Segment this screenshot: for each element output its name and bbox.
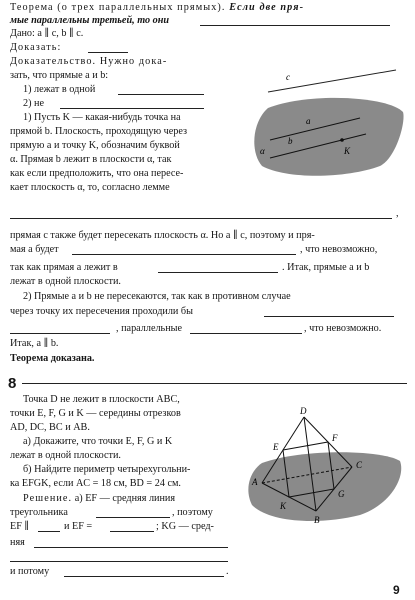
proof-text: мая a будет — [10, 244, 59, 255]
proof-text: через точку их пересечения проходили бы — [10, 306, 193, 317]
theorem-name: Теорема (о трех параллельных прямых). — [10, 2, 226, 13]
proof-text: α. Прямая b лежит в плоскости α, так — [10, 154, 172, 165]
answer-blank[interactable] — [88, 52, 128, 53]
answer-blank[interactable] — [72, 254, 296, 255]
answer-blank[interactable] — [190, 333, 302, 334]
solution-text: а) EF — средняя линия — [72, 493, 176, 504]
label-alpha: α — [260, 146, 265, 156]
proof-line: зать, что прямые a и b: — [10, 70, 109, 81]
solution-text: ; KG — сред- — [156, 521, 214, 532]
theorem-statement-cont: мые параллельны третьей, то они — [10, 15, 170, 26]
proof-text: Итак, a ∥ b. — [10, 338, 59, 349]
exercise-text: Точка D не лежит в плоскости ABC, — [23, 394, 180, 405]
proof-item-1: 1) лежат в одной — [23, 84, 96, 95]
answer-blank[interactable] — [64, 576, 224, 577]
label-a: a — [306, 116, 311, 126]
proof-text: 2) Прямые a и b не пересекаются, так как в противном случае — [23, 291, 291, 302]
proof-text: . Итак, прямые a и b — [282, 262, 370, 273]
plane-abc — [248, 452, 401, 521]
proof-text: , что невозможно, — [300, 244, 378, 255]
theorem-done: Теорема доказана. — [10, 353, 95, 364]
solution-text: EF ∥ — [10, 521, 30, 532]
proof-item-2: 2) не — [23, 98, 45, 109]
proof-text: прямой b. Плоскость, проходящую через — [10, 126, 188, 137]
answer-blank[interactable] — [200, 25, 390, 26]
answer-blank[interactable] — [34, 547, 228, 548]
proof-text: 1) Пусть K — какая-нибудь точка на — [23, 112, 181, 123]
exercise-text: AD, DC, BC и AB. — [10, 422, 90, 433]
exercise-number: 8 — [8, 375, 17, 392]
answer-blank[interactable] — [10, 561, 228, 562]
exercise-text: ка EFGK, если AC = 18 см, BD = 24 см. — [10, 478, 181, 489]
plane-alpha — [254, 98, 403, 176]
solution-text: и EF = — [64, 521, 93, 532]
proof-text: , что невозможно. — [304, 323, 382, 334]
label-b: b — [288, 136, 293, 146]
answer-blank[interactable] — [96, 517, 170, 518]
label-A: A — [252, 477, 258, 487]
proof-line: Доказательство. Нужно дока- — [10, 56, 168, 67]
exercise-text: точки E, F, G и K — середины отрезков — [10, 408, 181, 419]
solution-text: , поэтому — [172, 507, 213, 518]
proof-text: кает плоскость α, то, согласно лемме — [10, 182, 170, 193]
exercise-text: б) Найдите периметр четырехугольни- — [23, 464, 191, 475]
solution-text: няя — [10, 537, 25, 548]
answer-blank[interactable] — [158, 272, 278, 273]
prove-label: Доказать: — [10, 42, 62, 53]
label-D: D — [300, 406, 307, 416]
label-F: F — [332, 433, 338, 443]
answer-blank[interactable] — [110, 531, 154, 532]
answer-blank[interactable] — [264, 316, 394, 317]
exercise-text: лежат в одной плоскости. — [10, 450, 121, 461]
proof-text: лежат в одной плоскости. — [10, 276, 121, 287]
label-K: K — [280, 501, 287, 511]
exercise-divider — [22, 383, 407, 384]
label-K: K — [344, 146, 351, 156]
solution-text: и потому — [10, 566, 50, 577]
given-line: Дано: a ∥ c, b ∥ c. — [10, 28, 84, 39]
solution-text: . — [226, 566, 229, 577]
page-number: 9 — [393, 583, 400, 597]
solution-label: Решение. — [23, 493, 73, 504]
answer-blank[interactable] — [118, 94, 204, 95]
proof-text: прямую a и точку K, обозначим буквой — [10, 140, 180, 151]
theorem-statement-start: Если две пря- — [229, 2, 305, 13]
proof-text: , параллельные — [116, 323, 183, 334]
pyramid-figure — [240, 405, 408, 530]
proof-text: , — [396, 208, 399, 219]
theorem-figure — [248, 62, 408, 182]
answer-blank[interactable] — [60, 108, 204, 109]
point-K — [340, 138, 344, 142]
proof-text: как если предположить, что она пересе- — [10, 168, 184, 179]
answer-blank[interactable] — [38, 531, 60, 532]
label-E: E — [273, 442, 279, 452]
label-B: B — [314, 515, 320, 525]
label-G: G — [338, 489, 345, 499]
solution-text: треугольника — [10, 507, 68, 518]
label-C: C — [356, 460, 363, 470]
solution-line — [23, 493, 175, 505]
proof-text: прямая c также будет пересекать плоскость α. Но a ∥ c, поэтому и пря- — [10, 230, 315, 241]
exercise-text: а) Докажите, что точки E, F, G и K — [23, 436, 173, 447]
answer-blank[interactable] — [10, 333, 110, 334]
label-c: c — [286, 72, 290, 82]
theorem-title — [10, 2, 304, 14]
proof-text: так как прямая a лежит в — [10, 262, 118, 273]
answer-blank[interactable] — [10, 218, 392, 219]
